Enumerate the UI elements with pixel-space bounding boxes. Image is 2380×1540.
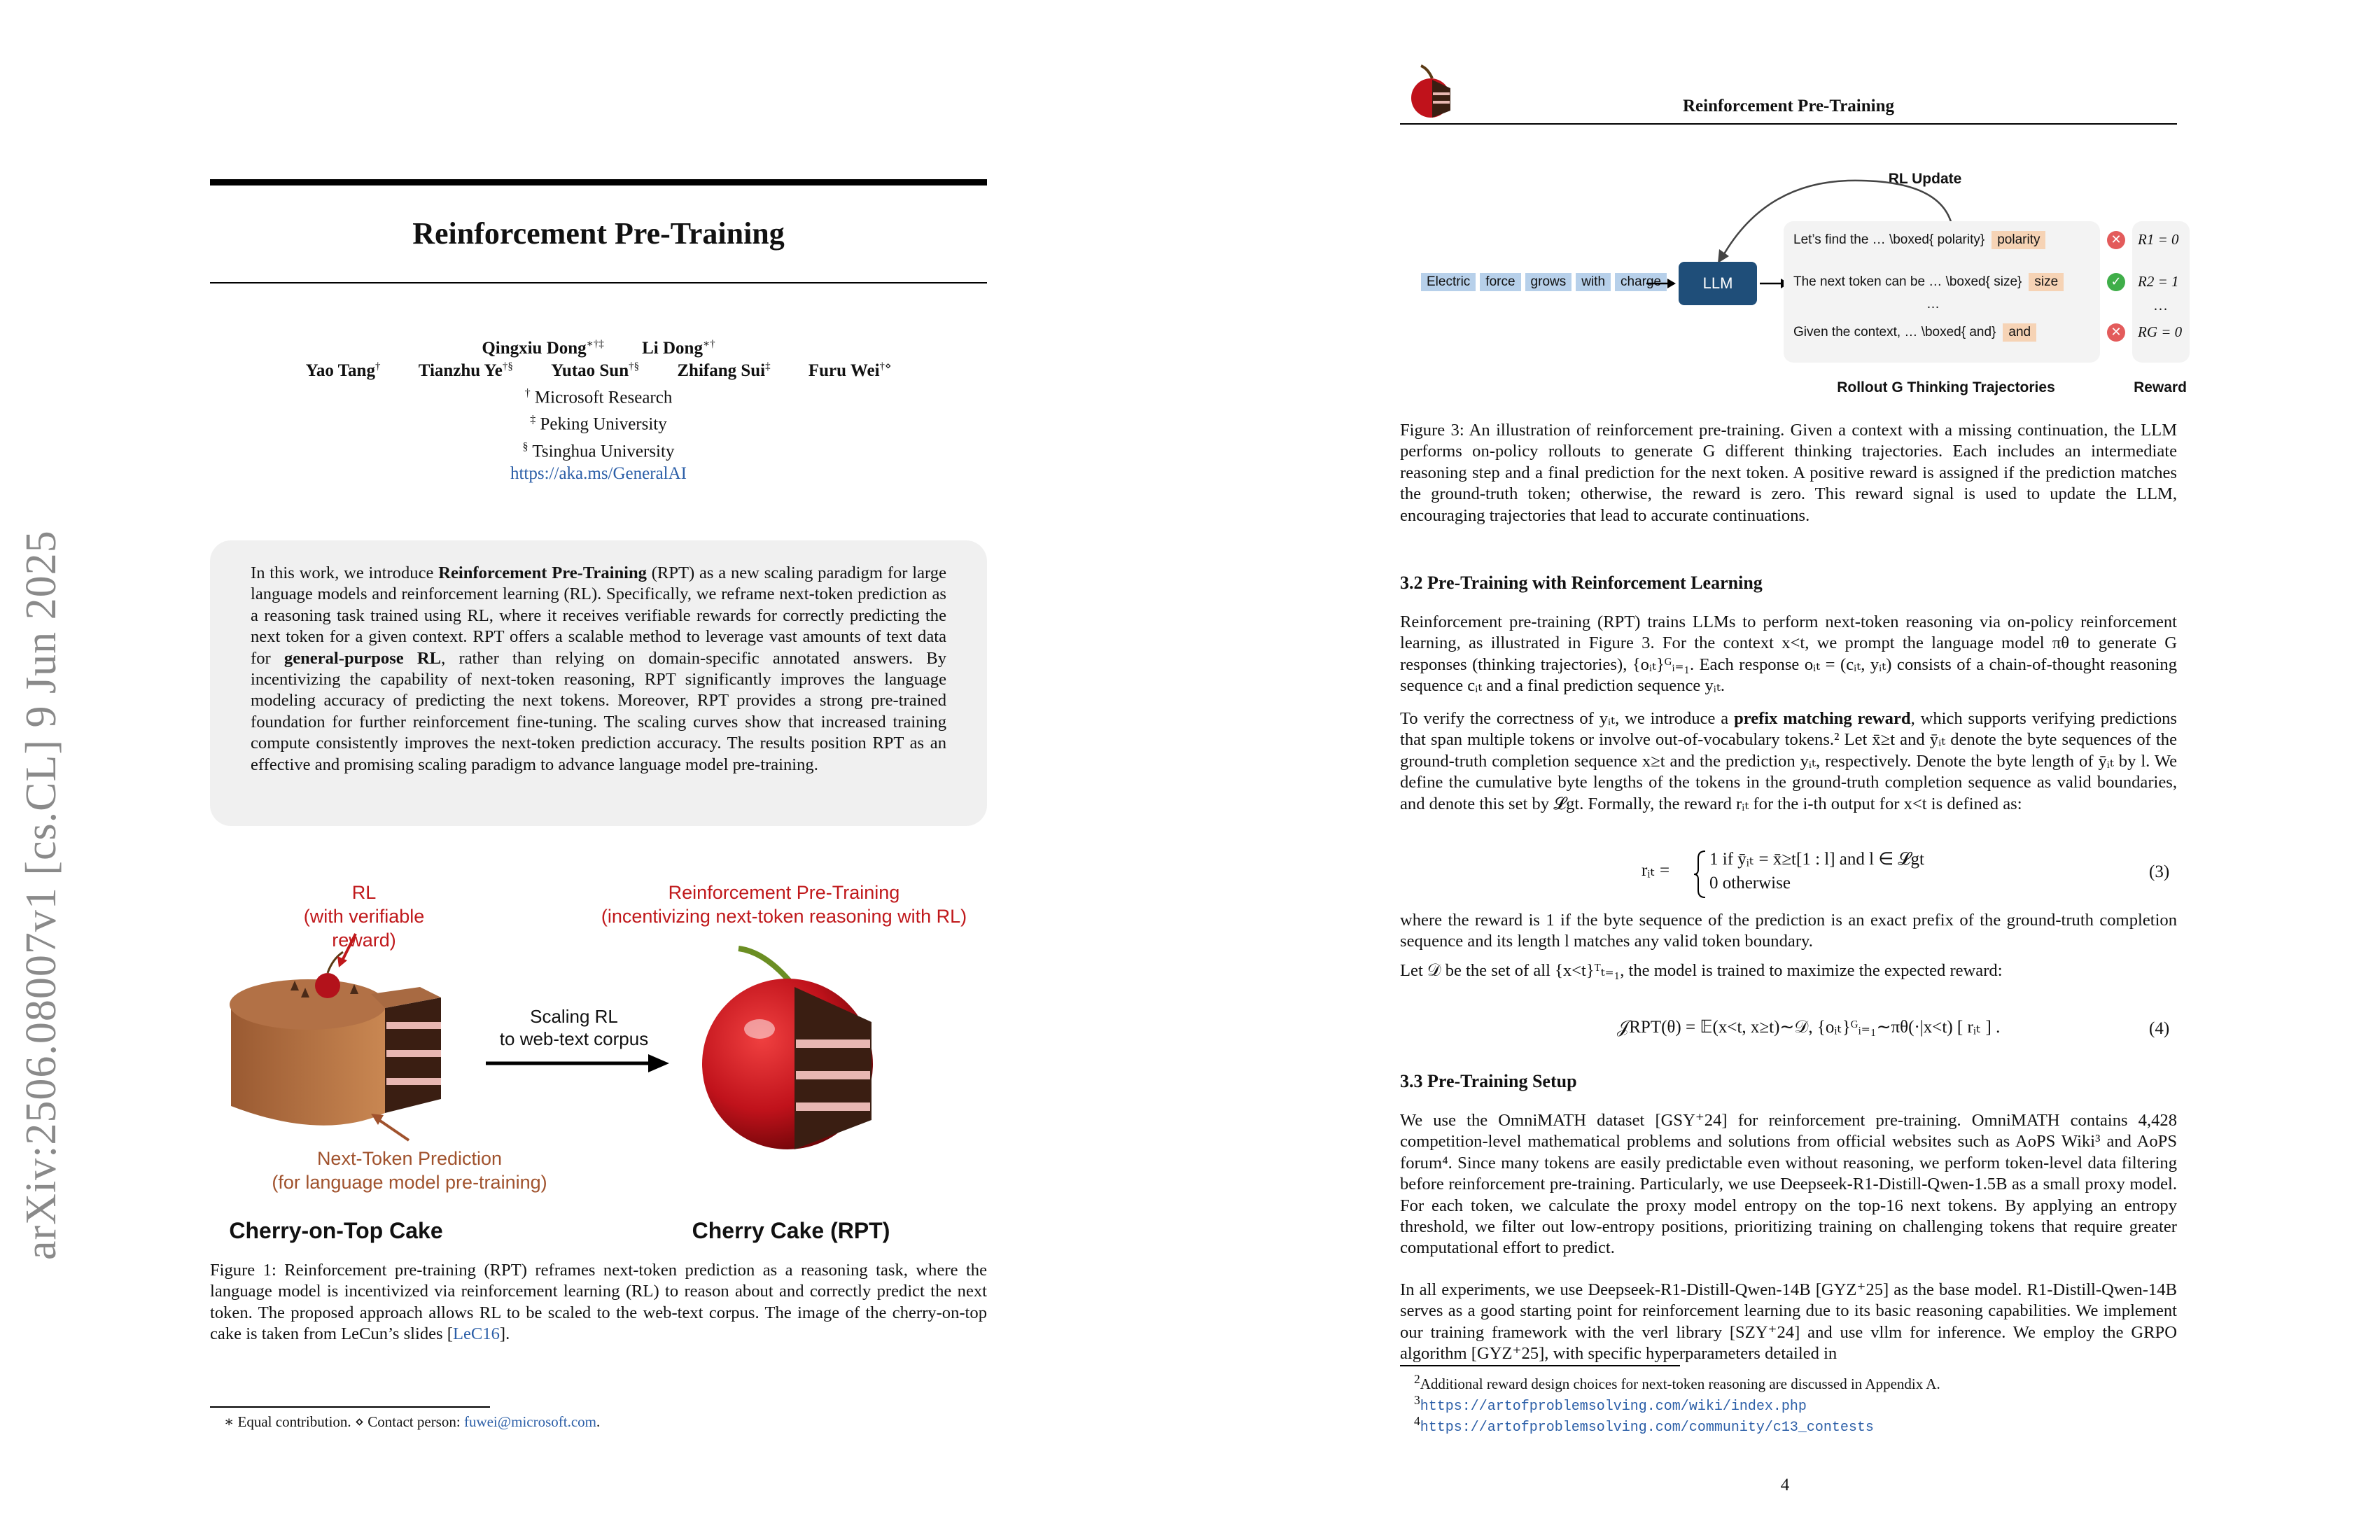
author: Tianzhu Ye†§ — [418, 361, 513, 381]
section-3-2-paragraph-3: where the reward is 1 if the byte sequence of the prediction is an exact prefix of the ground-truth completion sequence and its length l matches any valid token boundary. — [1400, 911, 2177, 951]
reward-value: RG = 0 — [2138, 323, 2183, 340]
author: Li Dong∗† — [642, 339, 715, 358]
scaling-arrow-icon — [483, 1053, 672, 1074]
equation-3-number: (3) — [2149, 862, 2170, 881]
footnote-rule — [210, 1406, 490, 1408]
author: Zhifang Sui‡ — [677, 361, 771, 381]
section-3-3-paragraph-2: In all experiments, we use Deepseek-R1-Distill-Qwen-14B [GYZ⁺25] as the base model. R1-Distill-Qwen-14B serves as a good starting point for reinforcement learning due to its basic reasoning capabilities. We implement our training framework with the verl library [SZY⁺24] and use vllm for inference. We employ the GRPO algorithm [GYZ⁺25], with specific hyperparameters detailed in — [1400, 1280, 2177, 1364]
running-head: Reinforcement Pre-Training — [1682, 97, 1894, 115]
affiliation: † Microsoft Research — [524, 387, 673, 407]
incorrect-x-icon: ✕ — [2107, 231, 2125, 249]
fig1-ntp-label: Next-Token Prediction (for language model pre-training) — [272, 1148, 547, 1193]
prediction-tag: size — [2029, 273, 2064, 291]
citation-link[interactable]: LeC16 — [452, 1324, 500, 1344]
equation-3-case-2: 0 otherwise — [1709, 874, 1791, 892]
footnote-url[interactable]: https://artofproblemsolving.com/community/c13_contests — [1420, 1420, 1874, 1436]
context-tokens — [1421, 273, 1671, 291]
authors-row-2 — [210, 360, 987, 381]
context-token: grows — [1525, 273, 1572, 291]
trajectory-1: Let’s find the … \boxed{ polarity} polarity — [1793, 231, 2045, 249]
reward-value: R2 = 1 — [2138, 273, 2179, 290]
author: Yao Tang† — [305, 361, 381, 381]
context-token: force — [1480, 273, 1520, 291]
footnote-url[interactable]: https://artofproblemsolving.com/wiki/index.php — [1420, 1399, 1807, 1415]
rl-update-label: RL Update — [1888, 171, 1962, 187]
fig1-rpt-label: Reinforcement Pre-Training (incentivizing next-token reasoning with RL) — [601, 882, 967, 927]
context-token: charge — [1615, 273, 1667, 291]
abstract-box — [210, 540, 987, 826]
affiliations — [210, 382, 987, 485]
author: Furu Wei†⋄ — [808, 361, 892, 381]
section-3-3-heading: 3.3 Pre-Training Setup — [1400, 1071, 1577, 1091]
title-bottom-rule — [210, 282, 987, 284]
ntp-pointer-arrow-icon — [365, 1110, 414, 1144]
trajectories-panel — [1784, 221, 2100, 363]
fig1-arrow-label: Scaling RL to web-text corpus — [499, 1006, 649, 1049]
fig1-right-title: Cherry Cake (RPT) — [692, 1218, 890, 1243]
title-top-rule — [210, 179, 987, 186]
section-3-3-paragraph-1: We use the OmniMATH dataset [GSY⁺24] for reinforcement pre-training. OmniMATH contains 4,428 competition-level mathematical problems and solutions from official websites such as AoPS Wiki³ and AoPS forum⁴. Since many tokens are easily predictable even without reasoning, we perform token-level data filtering before reinforcement pre-training. Particularly, we use Deepseek-R1-Distill-Qwen-1.5B as a small proxy model. For each token, we calculate the proxy model entropy on the top-16 next tokens. By applying an entropy threshold, we filter out low-entropy positions, prioritizing training on challenging tokens that require greater computational effort to predict. — [1400, 1111, 2177, 1258]
equation-4-number: (4) — [2149, 1019, 2170, 1038]
rollout-label: Rollout G Thinking Trajectories — [1837, 379, 2055, 396]
prediction-tag: and — [2003, 323, 2036, 342]
arxiv-stamp: arXiv:2506.08007v1 [cs.CL] 9 Jun 2025 — [18, 530, 65, 1260]
figure1-caption: Figure 1: Reinforcement pre-training (RPT) reframes next-token prediction as a reasoning task, where the language model is incentivized via reinforcement learning (RL) to reason about and correctly predict the next token. The proposed approach allows RL to be scaled to the web-text corpus. The image of the cherry-on-top cake is taken from LeCun’s slides [LeC16]. — [210, 1261, 987, 1344]
section-3-2-paragraph-4: Let 𝒟 be the set of all {x<t}ᵀₜ₌₁, the model is trained to maximize the expected reward: — [1400, 961, 2003, 980]
incorrect-x-icon: ✕ — [2107, 323, 2125, 342]
prediction-tag: polarity — [1991, 231, 2045, 249]
trajectory-g: Given the context, … \boxed{ and} and — [1793, 323, 2036, 342]
affiliation-link[interactable]: https://aka.ms/GeneralAI — [510, 463, 687, 483]
section-3-2-heading: 3.2 Pre-Training with Reinforcement Learning — [1400, 573, 1763, 593]
right-footnote-4: $^4$https://artofproblemsolving.com/community/c13_contests — [1414, 1414, 1874, 1436]
right-footnote-2: $^2$Additional reward design choices for next-token reasoning are discussed in Appendix A. — [1414, 1372, 1940, 1392]
right-footnote-3: $^3$https://artofproblemsolving.com/wiki/index.php — [1414, 1393, 1807, 1415]
reward-value: R1 = 0 — [2138, 231, 2179, 248]
author: Yutao Sun†§ — [551, 361, 640, 381]
equation-3-lhs: rᵢₜ = — [1642, 861, 1670, 880]
reward-label: Reward — [2134, 379, 2187, 396]
cherry-cake-rpt-illustration — [682, 945, 906, 1155]
affiliation: ‡ Peking University — [530, 414, 667, 434]
reward-panel — [2132, 221, 2190, 363]
equation-3-case-1: 1 if ȳᵢₜ = x̄≥t[1 : l] and l ∈ 𝓛gt — [1709, 850, 1924, 869]
equation-4: 𝒥RPT(θ) = 𝔼(x<t, x≥t)∼𝒟, {oᵢₜ}ᴳᵢ₌₁∼πθ(·|x<t) [ rᵢₜ ] . — [1617, 1018, 2001, 1037]
affiliation: § Tsinghua University — [522, 440, 675, 461]
llm-box: LLM — [1679, 262, 1757, 305]
figure3-caption: Figure 3: An illustration of reinforcement pre-training. Given a context with a missing continuation, the LLM performs on-policy rollouts to generate G different thinking trajectories. Each includes an intermediate reasoning step and a final prediction for the next token. A positive reward is assigned if the prediction matches the ground-truth token; otherwise, the reward is zero. This reward signal is used to update the LLM, encouraging trajectories that lead to accurate continuations. — [1400, 421, 2177, 525]
section-3-2-paragraph-2: To verify the correctness of yᵢₜ, we introduce a prefix matching reward, which supports verifying predictions that span multiple tokens or involve out-of-vocabulary tokens.² Let x̄≥t and ȳᵢₜ denote the byte sequences of the ground-truth completion sequence x≥t and the prediction yᵢₜ, respectively. Denote the byte length of ȳᵢₜ by l. We define the cumulative byte lengths of the tokens in the ground-truth completion sequence as valid boundaries, and denote this set by 𝓛gt. Formally, the reward rᵢₜ for the i-th output for x<t is defined as: — [1400, 709, 2177, 813]
rl-pointer-arrow-icon — [329, 928, 371, 970]
fig1-left-title: Cherry-on-Top Cake — [229, 1218, 443, 1243]
context-to-llm-arrow-icon — [1645, 274, 1677, 293]
running-head-rule — [1400, 123, 2177, 125]
correct-check-icon: ✓ — [2107, 273, 2125, 291]
right-page — [1190, 0, 2380, 1540]
trajectory-ellipsis: … — [1926, 297, 1940, 312]
authors-row-1 — [210, 337, 987, 358]
contact-email-link[interactable]: fuwei@microsoft.com — [463, 1413, 596, 1430]
fig1-rl-label: RL (with verifiable reward) — [303, 882, 425, 951]
equation-brace-icon — [1693, 850, 1707, 899]
trajectory-2: The next token can be … \boxed{ size} size — [1793, 273, 2064, 291]
reward-ellipsis: … — [2153, 297, 2168, 314]
context-token: Electric — [1421, 273, 1476, 291]
page-number: 4 — [1780, 1476, 1790, 1494]
author: Qingxiu Dong∗†‡ — [482, 339, 604, 358]
left-footnote: ∗ Equal contribution. ⋄ Contact person: fuwei@microsoft.com. — [224, 1413, 601, 1430]
footnote-rule — [1400, 1365, 1680, 1366]
section-3-2-paragraph-1: Reinforcement pre-training (RPT) trains LLMs to perform next-token reasoning via on-policy reinforcement learning, as illustrated in Figure 3. For the context x<t, we prompt the language model πθ to generate G responses (thinking trajectories), {oᵢₜ}ᴳᵢ₌₁. Each response oᵢₜ = (cᵢₜ, yᵢₜ) consists of a chain-of-thought reasoning sequence cᵢₜ and a final prediction sequence yᵢₜ. — [1400, 612, 2177, 696]
abstract-text: In this work, we introduce Reinforcement Pre-Training (RPT) as a new scaling paradigm for large language models and reinforcement learning (RL). Specifically, we reframe next-token prediction as a reasoning task trained using RL, where it receives verifiable rewards for correctly predicting the next token for a given context. RPT offers a scalable method to leverage vast amounts of text data for general-purpose RL, rather than relying on domain-specific annotated answers. By incentivizing the capability of next-token reasoning, RPT significantly improves the language modeling accuracy of predicting the next tokens. Moreover, RPT provides a strong pre-trained foundation for further reinforcement fine-tuning. The scaling curves show that increased training compute consistently improves the next-token prediction accuracy. The results position RPT as an effective and promising scaling paradigm to advance language model pre-training. — [251, 564, 947, 774]
context-token: with — [1576, 273, 1611, 291]
paper-title: Reinforcement Pre-Training — [412, 216, 785, 251]
